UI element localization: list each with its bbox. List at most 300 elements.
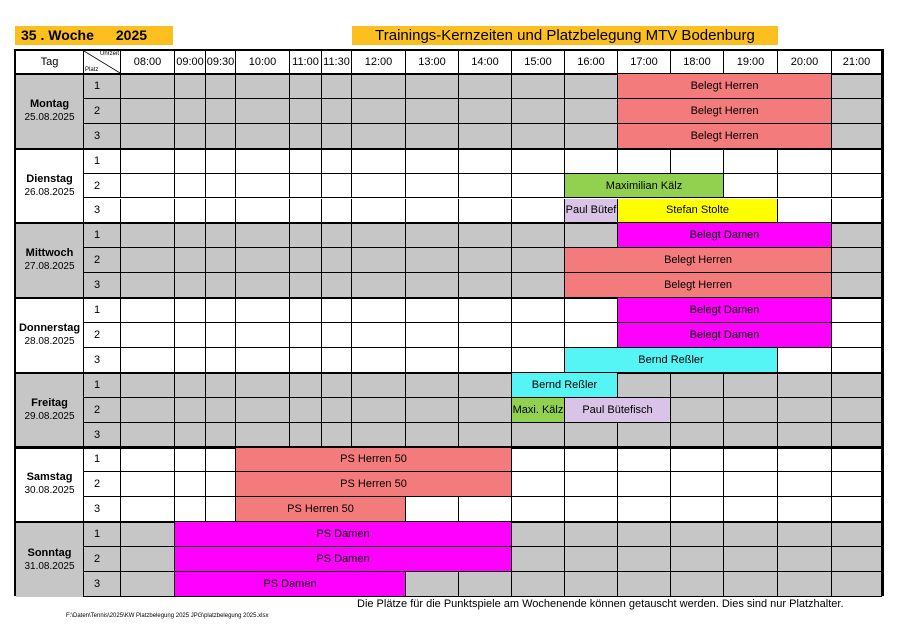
slot-cell[interactable]: [459, 273, 512, 298]
slot-cell[interactable]: [832, 373, 882, 398]
slot-cell[interactable]: [618, 472, 671, 497]
slot-cell[interactable]: [322, 323, 352, 348]
slot-cell[interactable]: [175, 124, 206, 149]
slot-cell[interactable]: [206, 273, 236, 298]
slot-cell[interactable]: [618, 149, 671, 174]
slot-cell[interactable]: [512, 497, 565, 522]
slot-cell[interactable]: [406, 323, 459, 348]
slot-cell[interactable]: [832, 348, 882, 373]
slot-cell[interactable]: [121, 497, 175, 522]
slot-cell[interactable]: [671, 373, 724, 398]
slot-cell[interactable]: [724, 398, 778, 423]
slot-cell[interactable]: [406, 298, 459, 323]
slot-cell[interactable]: [565, 323, 618, 348]
booking-bar[interactable]: Belegt Damen: [618, 298, 832, 323]
slot-cell[interactable]: [459, 398, 512, 423]
slot-cell[interactable]: [459, 423, 512, 448]
slot-cell[interactable]: [236, 199, 290, 224]
slot-cell[interactable]: [512, 248, 565, 273]
slot-cell[interactable]: [459, 348, 512, 373]
slot-cell[interactable]: [459, 373, 512, 398]
slot-cell[interactable]: [459, 223, 512, 248]
slot-cell[interactable]: [406, 497, 459, 522]
page-title: Trainings-Kernzeiten und Platzbelegung MTV Bodenburg: [352, 26, 778, 45]
slot-cell[interactable]: [175, 298, 206, 323]
slot-cell[interactable]: [618, 497, 671, 522]
slot-cell[interactable]: [406, 248, 459, 273]
slot-cell[interactable]: [671, 448, 724, 473]
slot-cell[interactable]: [175, 273, 206, 298]
slot-cell[interactable]: [290, 323, 322, 348]
slot-cell[interactable]: [175, 174, 206, 199]
slot-cell[interactable]: [206, 74, 236, 99]
slot-cell[interactable]: [290, 149, 322, 174]
slot-cell[interactable]: [832, 448, 882, 473]
footer-note: Die Plätze für die Punktspiele am Wochenende können getauscht werden. Dies sind nur Platzhalter.: [357, 598, 844, 610]
slot-cell[interactable]: [121, 199, 175, 224]
slot-cell[interactable]: [236, 124, 290, 149]
slot-cell[interactable]: [459, 497, 512, 522]
slot-cell[interactable]: [236, 423, 290, 448]
slot-cell[interactable]: [175, 149, 206, 174]
slot-cell[interactable]: [778, 448, 832, 473]
slot-cell[interactable]: [175, 348, 206, 373]
slot-cell[interactable]: [206, 124, 236, 149]
slot-cell[interactable]: [406, 398, 459, 423]
slot-cell[interactable]: [565, 99, 618, 124]
slot-cell[interactable]: [512, 298, 565, 323]
slot-cell[interactable]: [290, 199, 322, 224]
slot-cell[interactable]: [236, 74, 290, 99]
slot-cell[interactable]: [618, 423, 671, 448]
slot-cell[interactable]: [406, 124, 459, 149]
slot-cell[interactable]: [512, 74, 565, 99]
slot-cell[interactable]: [121, 547, 175, 572]
slot-cell[interactable]: [406, 572, 459, 597]
slot-cell[interactable]: [565, 448, 618, 473]
slot-cell[interactable]: [406, 74, 459, 99]
day-name: Montag: [29, 97, 70, 110]
slot-cell[interactable]: [459, 99, 512, 124]
slot-cell[interactable]: [352, 149, 406, 174]
slot-cell[interactable]: [322, 423, 352, 448]
day-date: 29.08.2025: [24, 410, 75, 422]
court-number: 3: [84, 423, 121, 448]
slot-cell[interactable]: [512, 174, 565, 199]
slot-cell[interactable]: [778, 373, 832, 398]
slot-cell[interactable]: [778, 423, 832, 448]
slot-cell[interactable]: [290, 223, 322, 248]
slot-cell[interactable]: [322, 199, 352, 224]
slot-cell[interactable]: [352, 74, 406, 99]
slot-cell[interactable]: [175, 74, 206, 99]
booking-bar[interactable]: Paul Bütef: [565, 199, 618, 224]
slot-cell[interactable]: [459, 174, 512, 199]
slot-cell[interactable]: [290, 248, 322, 273]
slot-cell[interactable]: [778, 398, 832, 423]
slot-cell[interactable]: [512, 199, 565, 224]
time-header: 12:00: [352, 51, 406, 74]
court-number: 2: [84, 99, 121, 124]
slot-cell[interactable]: [512, 124, 565, 149]
booking-bar[interactable]: Belegt Damen: [618, 223, 832, 248]
slot-cell[interactable]: [290, 124, 322, 149]
slot-cell[interactable]: [322, 99, 352, 124]
slot-cell[interactable]: [175, 448, 206, 473]
slot-cell[interactable]: [406, 223, 459, 248]
slot-cell[interactable]: [671, 423, 724, 448]
slot-cell[interactable]: [352, 423, 406, 448]
slot-cell[interactable]: [236, 248, 290, 273]
slot-cell[interactable]: [322, 348, 352, 373]
court-number: 1: [84, 74, 121, 99]
court-number: 3: [84, 199, 121, 224]
slot-cell[interactable]: [618, 448, 671, 473]
slot-cell[interactable]: [832, 323, 882, 348]
slot-cell[interactable]: [832, 248, 882, 273]
slot-cell[interactable]: [206, 199, 236, 224]
slot-cell[interactable]: [352, 248, 406, 273]
time-header: 09:00: [175, 51, 206, 74]
court-number: 1: [84, 223, 121, 248]
slot-cell[interactable]: [512, 323, 565, 348]
slot-cell[interactable]: [512, 223, 565, 248]
slot-cell[interactable]: [290, 298, 322, 323]
slot-cell[interactable]: [724, 547, 778, 572]
slot-cell[interactable]: [206, 174, 236, 199]
slot-cell[interactable]: [352, 199, 406, 224]
slot-cell[interactable]: [206, 448, 236, 473]
slot-cell[interactable]: [459, 572, 512, 597]
slot-cell[interactable]: [236, 273, 290, 298]
slot-cell[interactable]: [459, 298, 512, 323]
slot-cell[interactable]: [459, 323, 512, 348]
slot-cell[interactable]: [832, 572, 882, 597]
booking-bar[interactable]: Belegt Herren: [618, 124, 832, 149]
booking-bar[interactable]: PS Herren 50: [236, 472, 512, 497]
slot-cell[interactable]: [121, 572, 175, 597]
time-header: 09:30: [206, 51, 236, 74]
slot-cell[interactable]: [459, 124, 512, 149]
slot-cell[interactable]: [406, 99, 459, 124]
slot-cell[interactable]: [832, 223, 882, 248]
time-header: 16:00: [565, 51, 618, 74]
slot-cell[interactable]: [832, 174, 882, 199]
slot-cell[interactable]: [832, 497, 882, 522]
slot-cell[interactable]: [352, 348, 406, 373]
slot-cell[interactable]: [565, 149, 618, 174]
slot-cell[interactable]: [565, 497, 618, 522]
slot-cell[interactable]: [832, 149, 882, 174]
slot-cell[interactable]: [512, 472, 565, 497]
booking-bar[interactable]: PS Damen: [175, 522, 512, 547]
slot-cell[interactable]: [618, 522, 671, 547]
booking-bar[interactable]: PS Herren 50: [236, 497, 406, 522]
slot-cell[interactable]: [352, 273, 406, 298]
slot-cell[interactable]: [236, 323, 290, 348]
slot-cell[interactable]: [618, 547, 671, 572]
year-label: 2025: [115, 27, 148, 43]
time-header: 21:00: [832, 51, 882, 74]
slot-cell[interactable]: [512, 572, 565, 597]
slot-cell[interactable]: [352, 99, 406, 124]
slot-cell[interactable]: [512, 423, 565, 448]
slot-cell[interactable]: [724, 174, 778, 199]
slot-cell[interactable]: [236, 223, 290, 248]
slot-cell[interactable]: [459, 199, 512, 224]
slot-cell[interactable]: [206, 323, 236, 348]
slot-cell[interactable]: [175, 497, 206, 522]
booking-bar[interactable]: PS Damen: [175, 572, 406, 597]
slot-cell[interactable]: [724, 497, 778, 522]
slot-cell[interactable]: [724, 373, 778, 398]
slot-cell[interactable]: [290, 174, 322, 199]
booking-bar[interactable]: PS Damen: [175, 547, 512, 572]
court-number: 3: [84, 497, 121, 522]
slot-cell[interactable]: [206, 373, 236, 398]
slot-cell[interactable]: [778, 472, 832, 497]
slot-cell[interactable]: [206, 298, 236, 323]
slot-cell[interactable]: [565, 298, 618, 323]
slot-cell[interactable]: [236, 373, 290, 398]
day-date: 26.08.2025: [24, 186, 75, 198]
slot-cell[interactable]: [832, 522, 882, 547]
slot-cell[interactable]: [290, 373, 322, 398]
slot-cell[interactable]: [175, 199, 206, 224]
slot-cell[interactable]: [121, 448, 175, 473]
slot-cell[interactable]: [352, 223, 406, 248]
court-number: 3: [84, 273, 121, 298]
slot-cell[interactable]: [832, 99, 882, 124]
slot-cell[interactable]: [832, 298, 882, 323]
slot-cell[interactable]: [175, 423, 206, 448]
slot-cell[interactable]: [121, 348, 175, 373]
slot-cell[interactable]: [175, 223, 206, 248]
slot-cell[interactable]: [322, 74, 352, 99]
day-date: 27.08.2025: [24, 261, 75, 273]
slot-cell[interactable]: [121, 273, 175, 298]
slot-cell[interactable]: [512, 448, 565, 473]
slot-cell[interactable]: [671, 522, 724, 547]
slot-cell[interactable]: [671, 572, 724, 597]
booking-bar[interactable]: Maxi. Kälz: [512, 398, 565, 423]
slot-cell[interactable]: [322, 373, 352, 398]
slot-cell[interactable]: [778, 149, 832, 174]
slot-cell[interactable]: [290, 99, 322, 124]
slot-cell[interactable]: [121, 472, 175, 497]
slot-cell[interactable]: [236, 149, 290, 174]
slot-cell[interactable]: [175, 248, 206, 273]
slot-cell[interactable]: [671, 497, 724, 522]
slot-cell[interactable]: [206, 99, 236, 124]
slot-cell[interactable]: [565, 74, 618, 99]
slot-cell[interactable]: [618, 572, 671, 597]
platz-label: Platz: [85, 67, 99, 73]
slot-cell[interactable]: [121, 373, 175, 398]
slot-cell[interactable]: [459, 74, 512, 99]
slot-cell[interactable]: [724, 572, 778, 597]
day-name: Donnerstag: [18, 321, 81, 334]
slot-cell[interactable]: [512, 522, 565, 547]
booking-bar[interactable]: Stefan Stolte: [618, 199, 778, 224]
slot-cell[interactable]: [175, 323, 206, 348]
slot-cell[interactable]: [832, 199, 882, 224]
slot-cell[interactable]: [121, 323, 175, 348]
slot-cell[interactable]: [121, 298, 175, 323]
schedule-grid: [14, 49, 884, 596]
slot-cell[interactable]: [121, 398, 175, 423]
slot-cell[interactable]: [206, 398, 236, 423]
slot-cell[interactable]: [290, 348, 322, 373]
slot-cell[interactable]: [236, 298, 290, 323]
booking-bar[interactable]: Maximilian Kälz: [565, 174, 724, 199]
slot-cell[interactable]: [618, 373, 671, 398]
slot-cell[interactable]: [724, 522, 778, 547]
slot-cell[interactable]: [121, 223, 175, 248]
slot-cell[interactable]: [352, 323, 406, 348]
slot-cell[interactable]: [290, 74, 322, 99]
booking-bar[interactable]: Bernd Reßler: [512, 373, 618, 398]
slot-cell[interactable]: [322, 273, 352, 298]
booking-bar[interactable]: Paul Bütefisch: [565, 398, 671, 423]
booking-bar[interactable]: Belegt Herren: [618, 74, 832, 99]
slot-cell[interactable]: [778, 522, 832, 547]
day-name: Sonntag: [27, 546, 72, 559]
slot-cell[interactable]: [206, 497, 236, 522]
slot-cell[interactable]: [352, 298, 406, 323]
slot-cell[interactable]: [322, 124, 352, 149]
slot-cell[interactable]: [724, 149, 778, 174]
slot-cell[interactable]: [512, 149, 565, 174]
slot-cell[interactable]: [778, 199, 832, 224]
slot-cell[interactable]: [322, 223, 352, 248]
slot-cell[interactable]: [322, 174, 352, 199]
slot-cell[interactable]: [236, 99, 290, 124]
day-cell: [16, 298, 84, 373]
slot-cell[interactable]: [832, 74, 882, 99]
slot-cell[interactable]: [406, 199, 459, 224]
slot-cell[interactable]: [724, 423, 778, 448]
slot-cell[interactable]: [406, 273, 459, 298]
day-cell: [16, 74, 84, 149]
slot-cell[interactable]: [121, 174, 175, 199]
slot-cell[interactable]: [832, 472, 882, 497]
slot-cell[interactable]: [290, 423, 322, 448]
slot-cell[interactable]: [121, 423, 175, 448]
slot-cell[interactable]: [671, 149, 724, 174]
slot-cell[interactable]: [206, 223, 236, 248]
slot-cell[interactable]: [322, 298, 352, 323]
slot-cell[interactable]: [406, 149, 459, 174]
slot-cell[interactable]: [206, 423, 236, 448]
slot-cell[interactable]: [175, 373, 206, 398]
slot-cell[interactable]: [406, 373, 459, 398]
slot-cell[interactable]: [778, 572, 832, 597]
court-number: 2: [84, 398, 121, 423]
slot-cell[interactable]: [322, 248, 352, 273]
slot-cell[interactable]: [121, 99, 175, 124]
slot-cell[interactable]: [236, 348, 290, 373]
slot-cell[interactable]: [778, 547, 832, 572]
booking-bar[interactable]: Belegt Herren: [618, 99, 832, 124]
slot-cell[interactable]: [459, 248, 512, 273]
slot-cell[interactable]: [459, 149, 512, 174]
slot-cell[interactable]: [121, 248, 175, 273]
slot-cell[interactable]: [565, 572, 618, 597]
slot-cell[interactable]: [206, 248, 236, 273]
slot-cell[interactable]: [352, 398, 406, 423]
slot-cell[interactable]: [565, 124, 618, 149]
slot-cell[interactable]: [832, 547, 882, 572]
booking-bar[interactable]: Bernd Reßler: [565, 348, 778, 373]
court-number: 1: [84, 448, 121, 473]
slot-cell[interactable]: [175, 398, 206, 423]
slot-cell[interactable]: [121, 74, 175, 99]
slot-cell[interactable]: [565, 472, 618, 497]
slot-cell[interactable]: [778, 348, 832, 373]
slot-cell[interactable]: [832, 273, 882, 298]
slot-cell[interactable]: [352, 373, 406, 398]
slot-cell[interactable]: [671, 547, 724, 572]
slot-cell[interactable]: [832, 423, 882, 448]
header-uhrzeit-platz: [84, 51, 121, 74]
day-name: Samstag: [26, 471, 73, 484]
slot-cell[interactable]: [290, 398, 322, 423]
slot-cell[interactable]: [206, 472, 236, 497]
slot-cell[interactable]: [565, 522, 618, 547]
slot-cell[interactable]: [724, 472, 778, 497]
slot-cell[interactable]: [671, 398, 724, 423]
slot-cell[interactable]: [121, 149, 175, 174]
slot-cell[interactable]: [322, 149, 352, 174]
slot-cell[interactable]: [236, 174, 290, 199]
booking-bar[interactable]: Belegt Herren: [565, 273, 832, 298]
slot-cell[interactable]: [724, 448, 778, 473]
booking-bar[interactable]: Belegt Herren: [565, 248, 832, 273]
slot-cell[interactable]: [406, 423, 459, 448]
slot-cell[interactable]: [512, 99, 565, 124]
slot-cell[interactable]: [565, 547, 618, 572]
slot-cell[interactable]: [512, 547, 565, 572]
slot-cell[interactable]: [121, 124, 175, 149]
slot-cell[interactable]: [322, 398, 352, 423]
slot-cell[interactable]: [121, 522, 175, 547]
slot-cell[interactable]: [175, 472, 206, 497]
slot-cell[interactable]: [832, 124, 882, 149]
slot-cell[interactable]: [175, 99, 206, 124]
slot-cell[interactable]: [671, 472, 724, 497]
slot-cell[interactable]: [236, 398, 290, 423]
slot-cell[interactable]: [406, 348, 459, 373]
day-date: 30.08.2025: [24, 485, 75, 497]
day-name: Freitag: [31, 396, 68, 409]
slot-cell[interactable]: [352, 124, 406, 149]
slot-cell[interactable]: [352, 174, 406, 199]
slot-cell[interactable]: [565, 423, 618, 448]
slot-cell[interactable]: [206, 149, 236, 174]
slot-cell[interactable]: [565, 223, 618, 248]
slot-cell[interactable]: [778, 174, 832, 199]
slot-cell[interactable]: [406, 174, 459, 199]
slot-cell[interactable]: [778, 497, 832, 522]
slot-cell[interactable]: [512, 273, 565, 298]
slot-cell[interactable]: [832, 398, 882, 423]
slot-cell[interactable]: [512, 348, 565, 373]
booking-bar[interactable]: Belegt Damen: [618, 323, 832, 348]
slot-cell[interactable]: [290, 273, 322, 298]
slot-cell[interactable]: [206, 348, 236, 373]
booking-bar[interactable]: PS Herren 50: [236, 448, 512, 473]
